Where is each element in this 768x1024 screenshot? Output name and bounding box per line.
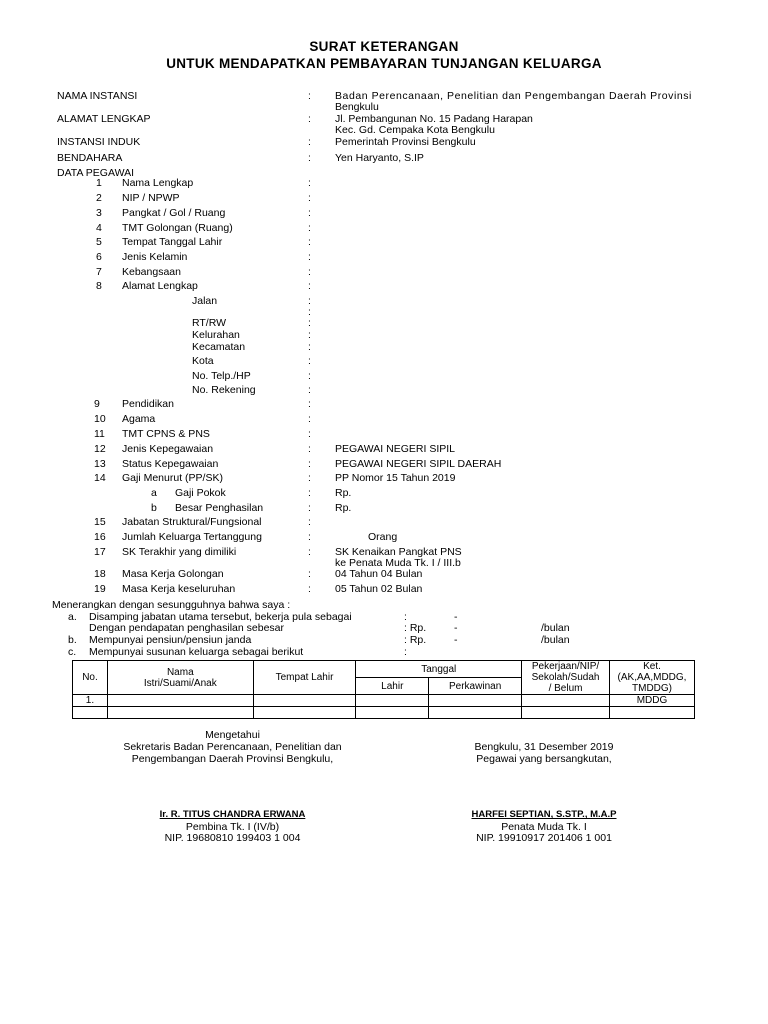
item-label: Jenis Kelamin	[122, 251, 188, 263]
cell-pekerjaan	[522, 695, 610, 707]
table-row	[73, 695, 695, 707]
statement-b: Mempunyai pensiun/pensiun janda	[89, 634, 252, 646]
item-value: 05 Tahun 02 Bulan	[335, 583, 423, 595]
gaji-value: Rp.	[335, 487, 352, 499]
gaji-label: Gaji Pokok	[175, 487, 226, 499]
item-number: 6	[96, 251, 102, 263]
header-nama-line1: Nama	[166, 666, 194, 678]
colon: :	[308, 428, 311, 440]
item-number: 2	[96, 192, 102, 204]
item-label: Jabatan Struktural/Fungsional	[122, 516, 262, 528]
colon: :	[308, 384, 311, 396]
item-value: PEGAWAI NEGERI SIPIL	[335, 443, 456, 455]
item-number: 12	[94, 443, 106, 455]
header-ket-line1: Ket.(AK,AA,MDDG,	[617, 661, 687, 683]
item-label: Pendidikan	[122, 398, 174, 410]
per-bulan: /bulan	[541, 622, 570, 634]
colon: :	[308, 443, 311, 455]
field-value-instansi-induk: Pemerintah Provinsi Bengkulu	[335, 136, 476, 148]
gaji-letter: a	[151, 487, 157, 499]
cell-no: 1.	[73, 695, 108, 707]
sig-right-role: Pegawai yang bersangkutan,	[476, 753, 612, 765]
colon: :	[308, 136, 311, 148]
item-label: Status Kepegawaian	[122, 458, 219, 470]
field-label-bendahara: BENDAHARA	[57, 152, 123, 164]
sig-right-name: HARFEI SEPTIAN, S.STP., M.A.P	[471, 809, 617, 820]
item-value: PP Nomor 15 Tahun 2019	[335, 472, 456, 484]
colon: :	[308, 531, 311, 543]
colon: :	[308, 458, 311, 470]
family-table	[72, 660, 695, 719]
header-ket	[610, 661, 695, 695]
header-tanggal: Tanggal	[356, 661, 522, 678]
colon: :	[308, 370, 311, 382]
cell-ket	[610, 707, 695, 719]
item-number: 1	[96, 177, 102, 189]
item-label: Pangkat / Gol / Ruang	[122, 207, 226, 219]
colon: :	[308, 341, 311, 353]
item-number: 3	[96, 207, 102, 219]
field-value-nama-instansi-2: Bengkulu	[335, 101, 379, 113]
statement-a-line1: Disamping jabatan utama tersebut, bekerja pula sebagai	[89, 611, 352, 623]
sig-right-place-date: Bengkulu, 31 Desember 2019	[474, 741, 614, 753]
gaji-letter: b	[151, 502, 157, 514]
data-pegawai-label: DATA PEGAWAI	[57, 167, 135, 179]
item-label: Masa Kerja Golongan	[122, 568, 224, 580]
header-pekerjaan-line1: Pekerjaan/NIP/	[531, 661, 600, 672]
colon: :	[308, 177, 311, 189]
header-nama	[107, 661, 253, 695]
alamat-sub-label: Kelurahan	[192, 329, 240, 341]
header-pekerjaan	[522, 661, 610, 695]
item-number: 14	[94, 472, 106, 484]
cell-no	[73, 707, 108, 719]
item-number: 7	[96, 266, 102, 278]
statement-a-letter: a.	[68, 611, 77, 623]
colon: :	[308, 236, 311, 248]
cell-pekerjaan	[522, 707, 610, 719]
statement-b-letter: b.	[68, 634, 77, 646]
item-value: SK Kenaikan Pangkat PNS	[335, 546, 462, 558]
colon: :	[308, 398, 311, 410]
sig-right-rank: Penata Muda Tk. I	[501, 821, 587, 833]
alamat-sub-label: Jalan	[192, 295, 218, 307]
statement-a-line2: Dengan pendapatan penghasilan sebesar	[89, 622, 284, 634]
colon: :	[308, 113, 311, 125]
colon: :	[308, 266, 311, 278]
item-label: Agama	[122, 413, 156, 425]
sig-left-heading: Mengetahui	[205, 729, 260, 741]
cell-lahir	[356, 707, 429, 719]
sig-right-nip: NIP. 19910917 201406 1 001	[476, 832, 612, 844]
item-label: Alamat Lengkap	[122, 280, 198, 292]
item-number: 9	[94, 398, 100, 410]
sig-left-nip: NIP. 19680810 199403 1 004	[164, 832, 301, 844]
cell-lahir	[356, 695, 429, 707]
colon: :	[308, 355, 311, 367]
item-label: TMT CPNS & PNS	[122, 428, 210, 440]
item-label: NIP / NPWP	[122, 192, 180, 204]
colon: :	[308, 516, 311, 528]
statement-c-letter: c.	[68, 646, 77, 658]
item-number: 15	[94, 516, 106, 528]
colon: :	[308, 251, 311, 263]
dash: -	[454, 611, 458, 623]
item-label: Jenis Kepegawaian	[122, 443, 214, 455]
gaji-value: Rp.	[335, 502, 352, 514]
field-value-alamat-1: Jl. Pembangunan No. 15 Padang Harapan	[335, 113, 533, 125]
colon: :	[308, 306, 311, 318]
field-label-alamat: ALAMAT LENGKAP	[57, 113, 151, 125]
item-value: 04 Tahun 04 Bulan	[335, 568, 423, 580]
field-label-nama-instansi: NAMA INSTANSI	[57, 90, 138, 102]
colon: :	[308, 192, 311, 204]
per-bulan: /bulan	[541, 634, 570, 646]
alamat-sub-label: RT/RW	[192, 317, 227, 329]
colon: :	[308, 90, 311, 102]
alamat-sub-label: Kecamatan	[192, 341, 246, 353]
field-label-instansi-induk: INSTANSI INDUK	[57, 136, 141, 148]
document-title: SURAT KETERANGAN	[309, 39, 459, 54]
colon: :	[308, 413, 311, 425]
item-label: Gaji Menurut (PP/SK)	[122, 472, 223, 484]
colon: :	[404, 646, 407, 658]
statement-intro: Menerangkan dengan sesungguhnya bahwa saya :	[52, 599, 291, 611]
colon: :	[308, 329, 311, 341]
table-row	[73, 707, 695, 719]
colon: :	[404, 611, 407, 623]
colon: :	[308, 583, 311, 595]
header-lahir: Lahir	[356, 678, 429, 695]
statement-c: Mempunyai susunan keluarga sebagai berikut	[89, 646, 304, 658]
item-number: 18	[94, 568, 106, 580]
item-number: 13	[94, 458, 106, 470]
alamat-sub-label: Kota	[192, 355, 214, 367]
item-label: Masa Kerja keseluruhan	[122, 583, 236, 595]
colon: :	[308, 152, 311, 164]
sig-left-role1: Sekretaris Badan Perencanaan, Penelitian dan	[123, 741, 342, 753]
item-number: 19	[94, 583, 106, 595]
cell-perkawinan	[429, 695, 522, 707]
header-ket-line2: TMDDG)	[632, 683, 672, 694]
item-value-2: ke Penata Muda Tk. I / III.b	[335, 557, 461, 569]
field-value-alamat-2: Kec. Gd. Cempaka Kota Bengkulu	[335, 124, 495, 136]
dash: -	[454, 622, 458, 634]
colon: :	[308, 280, 311, 292]
colon: :	[308, 317, 311, 329]
item-value: Orang	[368, 531, 398, 543]
colon: :	[308, 295, 311, 307]
item-label: TMT Golongan (Ruang)	[122, 222, 233, 234]
cell-tempat-lahir	[253, 707, 356, 719]
item-number: 16	[94, 531, 106, 543]
colon: :	[308, 502, 311, 514]
sig-left-rank: Pembina Tk. I (IV/b)	[185, 821, 280, 833]
cell-tempat-lahir	[253, 695, 356, 707]
item-label: Nama Lengkap	[122, 177, 194, 189]
item-number: 10	[94, 413, 106, 425]
document-subtitle: UNTUK MENDAPATKAN PEMBAYARAN TUNJANGAN KELUARGA	[166, 56, 602, 71]
cell-ket: MDDG	[610, 695, 695, 707]
item-value: PEGAWAI NEGERI SIPIL DAERAH	[335, 458, 502, 470]
sig-left-name: Ir. R. TITUS CHANDRA ERWANA	[159, 809, 306, 820]
item-number: 17	[94, 546, 106, 558]
item-label: Jumlah Keluarga Tertanggung	[122, 531, 262, 543]
header-pekerjaan-line2: Sekolah/Sudah	[531, 672, 600, 683]
item-number: 4	[96, 222, 102, 234]
header-pekerjaan-line3: / Belum	[548, 683, 583, 694]
colon: :	[308, 472, 311, 484]
field-value-bendahara: Yen Haryanto, S.IP	[335, 152, 424, 164]
item-label: Kebangsaan	[122, 266, 181, 278]
header-tempat-lahir: Tempat Lahir	[253, 661, 356, 695]
item-number: 8	[96, 280, 102, 292]
colon: :	[308, 546, 311, 558]
dash: -	[454, 634, 458, 646]
colon: :	[308, 487, 311, 499]
colon: :	[308, 207, 311, 219]
field-value-nama-instansi-1: Badan Perencanaan, Penelitian dan Pengembangan Daerah Provinsi	[335, 90, 692, 102]
item-label: SK Terakhir yang dimiliki	[122, 546, 237, 558]
item-number: 5	[96, 236, 102, 248]
cell-nama	[107, 707, 253, 719]
alamat-sub-label: No. Rekening	[192, 384, 256, 396]
cell-nama	[107, 695, 253, 707]
cell-perkawinan	[429, 707, 522, 719]
rp-label: : Rp.	[404, 634, 427, 646]
header-perkawinan: Perkawinan	[429, 678, 522, 695]
rp-label: : Rp.	[404, 622, 427, 634]
header-nama-line2: Istri/Suami/Anak	[143, 677, 217, 689]
item-number: 11	[94, 428, 105, 440]
sig-left-role2: Pengembangan Daerah Provinsi Bengkulu,	[131, 753, 334, 765]
gaji-label: Besar Penghasilan	[175, 502, 264, 514]
alamat-sub-label: No. Telp./HP	[192, 370, 251, 382]
item-label: Tempat Tanggal Lahir	[122, 236, 223, 248]
colon: :	[308, 568, 311, 580]
header-no: No.	[73, 661, 108, 695]
colon: :	[308, 222, 311, 234]
